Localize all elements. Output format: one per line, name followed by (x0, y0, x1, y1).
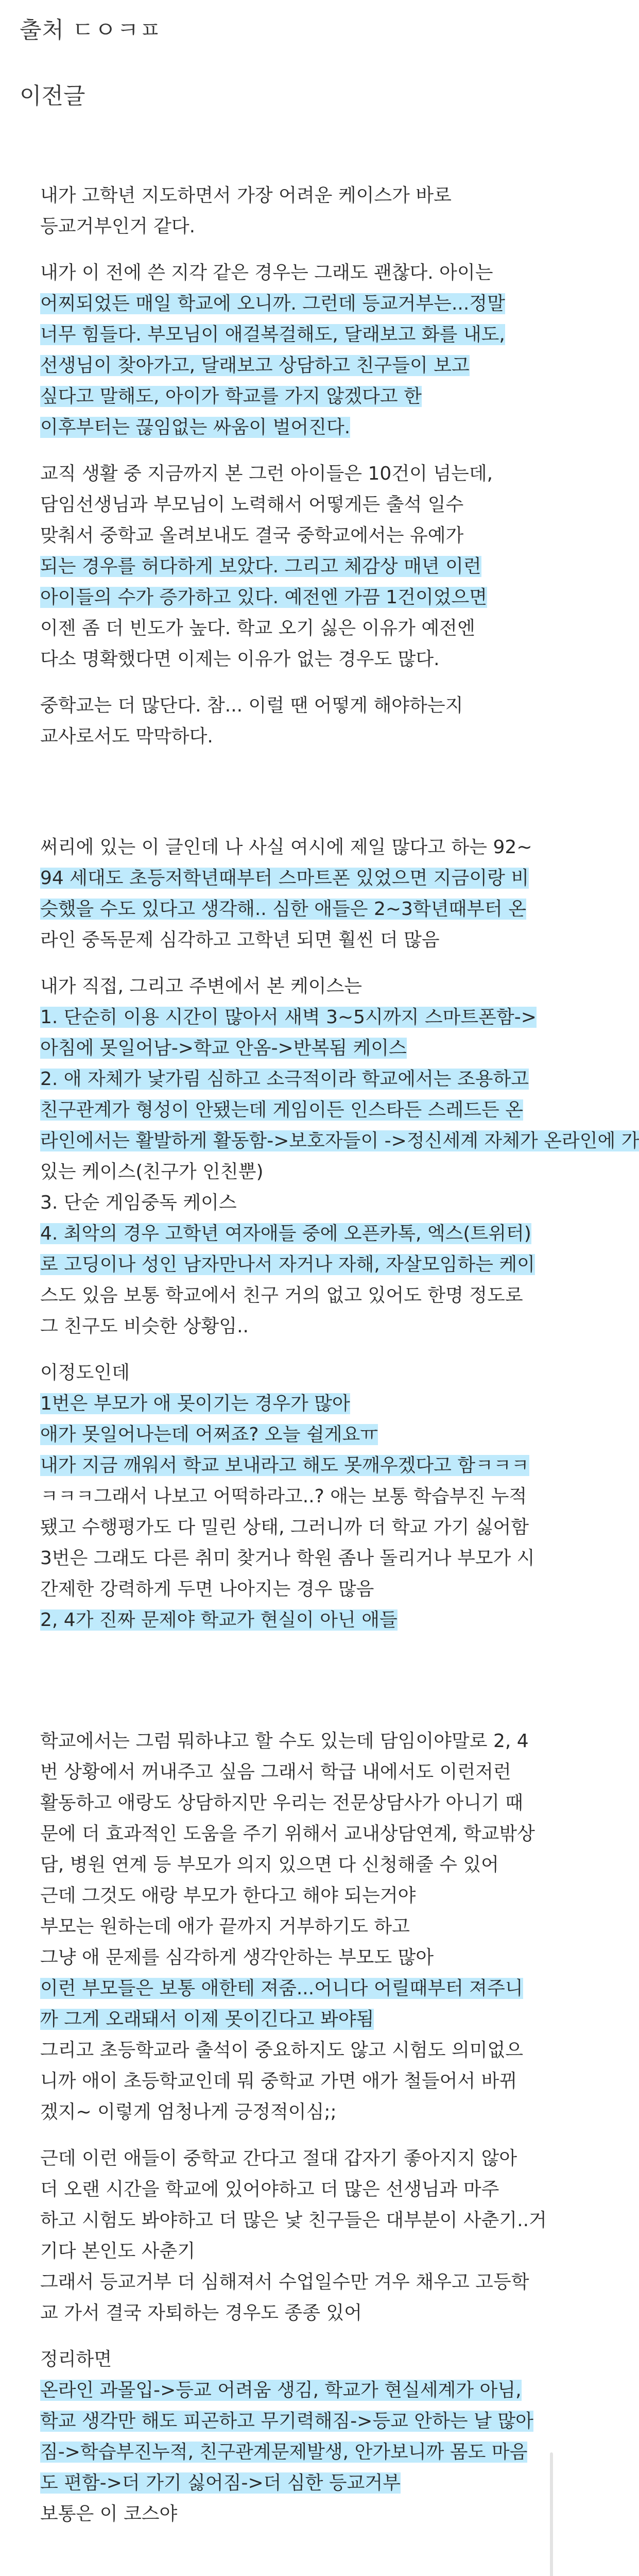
body-text: 겠지~ 이렇게 엄청나게 긍정적이심;; (40, 2102, 337, 2123)
text-line (40, 520, 504, 551)
highlighted-text: 94 세대도 초등저학년때부터 스마트폰 있었으면 지금이랑 비 (40, 868, 529, 889)
text-line (40, 1911, 504, 1942)
body-text: 교직 생활 중 지금까지 본 그런 아이들은 10건이 넘는데, (40, 463, 493, 484)
source-title: 출처 ㄷㅇㅋㅍ (20, 17, 162, 43)
highlighted-text: 로 고딩이나 성인 남자만나서 자거나 자해, 자살모임하는 케이 (40, 1254, 535, 1275)
paragraph (40, 832, 532, 956)
text-line (40, 1280, 523, 1311)
text-line (40, 2267, 529, 2298)
body-text: 그 친구도 비슷한 상황임.. (40, 1316, 249, 1337)
paragraph (40, 258, 504, 443)
body-text: 부모는 원하는데 애가 끝까지 거부하기도 하고 (40, 1916, 410, 1937)
body-text: 됐고 수행평가도 다 밀린 상태, 그러니까 더 학교 가기 싫어함 (40, 1517, 529, 1538)
highlighted-text: 라인에서는 활발하게 활동함->보호자들이 ->정신세계 자체가 온라인에 가 (40, 1130, 639, 1151)
body-text: 정리하면 (40, 2349, 112, 2370)
text-line (40, 2143, 517, 2174)
text-line (40, 350, 504, 381)
highlighted-text: 애가 못일어나는데 어쩌죠? 오늘 쉴게요ㅠ (40, 1424, 378, 1445)
text-line (40, 1002, 537, 1033)
body-text: 더 오랜 시간을 학교에 있어야하고 더 많은 선생님과 마주 (40, 2179, 499, 2200)
text-line (40, 1512, 529, 1543)
highlighted-text: 싶다고 말해도, 아이가 학교를 가지 않겠다고 한 (40, 386, 422, 407)
body-text: 문에 더 효과적인 도움을 주기 위해서 교내상담연계, 학교밖상 (40, 1823, 535, 1844)
highlighted-text: 학교 생각만 해도 피곤하고 무기력해짐->등교 안하는 날 많아 (40, 2411, 533, 2432)
body-text: 있는 케이스(친구가 인친뿐) (40, 1161, 264, 1182)
body-text: 학교에서는 그럼 뭐하냐고 할 수도 있는데 담임이야말로 2, 4 (40, 1731, 529, 1752)
body-text: 그리고 초등학교라 출석이 중요하지도 않고 시험도 의미없으 (40, 2040, 524, 2061)
text-line (40, 1450, 529, 1481)
paragraph (40, 2344, 533, 2530)
highlighted-text: 어찌되었든 매일 학교에 오니까. 그런데 등교거부는...정말 (40, 293, 505, 314)
text-line (40, 1880, 504, 1911)
text-line (40, 2066, 517, 2097)
paragraph (40, 459, 504, 675)
body-text: 교사로서도 막막하다. (40, 726, 213, 747)
body-text: 라인 중독문제 심각하고 고학년 되면 훨씬 더 많음 (40, 929, 440, 951)
text-line (40, 2499, 504, 2530)
text-line (40, 1388, 504, 1419)
body-text: 써리에 있는 이 글인데 나 사실 여시에 제일 많다고 하는 92~ (40, 837, 532, 858)
body-text: 니까 애이 초등학교인데 뭐 중학교 가면 애가 철들어서 바뀌 (40, 2071, 517, 2092)
highlighted-text: 4. 최악의 경우 고학년 여자애들 중에 오픈카톡, 엑스(트위터) (40, 1223, 531, 1244)
text-line (40, 2205, 547, 2236)
text-line (40, 925, 504, 956)
text-line (40, 2437, 528, 2468)
highlighted-text: 이후부터는 끊임없는 싸움이 벌어진다. (40, 417, 351, 438)
text-line (40, 489, 504, 520)
text-line (40, 2375, 522, 2406)
text-line (40, 1757, 511, 1788)
highlighted-text: 온라인 과몰입->등교 어려움 생김, 학교가 현실세계가 아님, (40, 2380, 522, 2401)
body-text: 내가 고학년 지도하면서 가장 어려운 케이스가 바로 (40, 185, 452, 206)
text-line (40, 459, 504, 489)
body-text: 그래서 등교거부 더 심해져서 수업일수만 겨우 채우고 고등학 (40, 2272, 529, 2293)
text-line (40, 180, 504, 211)
text-line (40, 1543, 535, 1574)
highlighted-text: 2, 4가 진짜 문제야 학교가 현실이 아닌 애들 (40, 1609, 398, 1631)
text-line (40, 1819, 535, 1850)
post-section-1 (40, 180, 504, 768)
text-line (40, 2344, 504, 2375)
text-line (40, 1481, 527, 1512)
text-line (40, 1850, 504, 1880)
text-line (40, 2298, 504, 2329)
highlighted-text: 아침에 못일어남->학교 안옴->반복됨 케이스 (40, 1038, 407, 1059)
body-text: 중학교는 더 많단다. 참... 이럴 땐 어떻게 해야하는지 (40, 695, 463, 716)
body-text: 간제한 강력하게 두면 나아지는 경우 많음 (40, 1579, 374, 1600)
text-line (40, 2097, 504, 2128)
text-line (40, 319, 504, 350)
body-text: 번 상황에서 꺼내주고 싶음 그래서 학급 내에서도 이런저런 (40, 1761, 511, 1783)
body-text: 그냥 애 문제를 심각하게 생각안하는 부모도 많아 (40, 1947, 434, 1968)
body-text: 내가 이 전에 쓴 지각 같은 경우는 그래도 괜찮다. 아이는 (40, 262, 493, 283)
body-text: 보통은 이 코스야 (40, 2503, 178, 2524)
text-line (40, 644, 504, 675)
body-text: 이정도인데 (40, 1362, 130, 1383)
body-text: 담, 병원 연계 등 부모가 의지 있으면 다 신청해줄 수 있어 (40, 1854, 499, 1875)
highlighted-text: 친구관계가 형성이 안됐는데 게임이든 인스타든 스레드든 온 (40, 1099, 524, 1121)
highlighted-text: 되는 경우를 허다하게 보았다. 그리고 체감상 매년 이런 (40, 556, 481, 577)
body-text: ㅋㅋㅋ그래서 나보고 어떡하라고..? 애는 보통 학습부진 누적 (40, 1486, 527, 1507)
paragraph (40, 1358, 535, 1636)
text-line (40, 1095, 524, 1126)
text-line (40, 1188, 504, 1218)
highlighted-text: 내가 지금 깨워서 학교 보내라고 해도 못깨우겠다고 함ㅋㅋㅋ (40, 1455, 529, 1476)
paragraph (40, 1726, 535, 2128)
paragraph (40, 2143, 547, 2329)
text-line (40, 582, 504, 613)
text-line (40, 1126, 639, 1157)
text-line (40, 258, 504, 289)
body-text: 스도 있음 보통 학교에서 친구 거의 없고 있어도 한명 정도로 (40, 1285, 523, 1306)
text-line (40, 2174, 504, 2205)
text-line (40, 1605, 504, 1636)
text-line (40, 1942, 504, 1973)
body-text: 근데 그것도 애랑 부모가 한다고 해야 되는거야 (40, 1885, 416, 1906)
text-line (40, 1157, 504, 1188)
text-line (40, 1726, 529, 1757)
highlighted-text: 짐->학습부진누적, 친구관계문제발생, 안가보니까 몸도 마음 (40, 2442, 528, 2463)
text-line (40, 1419, 504, 1450)
scrollbar-thumb[interactable] (550, 2452, 553, 2576)
body-text: 이젠 좀 더 빈도가 높다. 학교 오기 싫은 이유가 예전엔 (40, 618, 475, 639)
text-line (40, 2236, 504, 2267)
highlighted-text: 너무 힘들다. 부모님이 애걸복걸해도, 달래보고 화를 내도, (40, 324, 505, 345)
body-text: 맞춰서 중학교 올려보내도 결국 중학교에서는 유예가 (40, 525, 464, 546)
body-text: 3. 단순 게임중독 케이스 (40, 1192, 237, 1213)
body-text: 교 가서 결국 자퇴하는 경우도 종종 있어 (40, 2302, 362, 2324)
paragraph (40, 690, 504, 752)
highlighted-text: 까 그게 오래돼서 이제 못이긴다고 봐야됨 (40, 2009, 374, 2030)
text-line (40, 690, 504, 721)
body-text: 내가 직접, 그리고 주변에서 본 케이스는 (40, 976, 362, 997)
text-line (40, 551, 504, 582)
body-text: 담임선생님과 부모님이 노력해서 어떻게든 출석 일수 (40, 494, 464, 515)
text-line (40, 1574, 504, 1605)
post-section-2 (40, 832, 639, 1651)
text-line (40, 1311, 504, 1342)
text-line (40, 1218, 531, 1249)
highlighted-text: 1번은 부모가 애 못이기는 경우가 많아 (40, 1393, 350, 1414)
text-line (40, 1249, 535, 1280)
body-text: 근데 이런 애들이 중학교 간다고 절대 갑자기 좋아지지 않아 (40, 2148, 517, 2169)
body-text: 활동하고 애랑도 상담하지만 우리는 전문상담사가 아니기 때 (40, 1792, 524, 1814)
text-line (40, 2035, 524, 2066)
text-line (40, 863, 529, 894)
body-text: 기다 본인도 사춘기 (40, 2241, 196, 2262)
body-text: 3번은 그래도 다른 취미 찾거나 학원 좀나 돌리거나 부모가 시 (40, 1548, 535, 1569)
highlighted-text: 이런 부모들은 보통 애한테 져줌...어니다 어릴때부터 져주니 (40, 1978, 523, 1999)
text-line (40, 2406, 533, 2437)
text-line (40, 1788, 524, 1819)
paragraph (40, 180, 504, 242)
text-line (40, 1973, 523, 2004)
text-line (40, 1358, 504, 1388)
text-line (40, 613, 504, 644)
highlighted-text: 선생님이 찾아가고, 달래보고 상담하고 친구들이 보고 (40, 355, 470, 376)
text-line (40, 381, 504, 412)
text-line (40, 412, 504, 443)
body-text: 등교거부인거 같다. (40, 216, 196, 237)
text-line (40, 1064, 529, 1095)
paragraph (40, 971, 639, 1342)
body-text: 하고 시험도 봐야하고 더 많은 낯 친구들은 대부분이 사춘기..거 (40, 2210, 547, 2231)
post-section-3 (40, 1726, 547, 2545)
highlighted-text: 2. 애 자체가 낯가림 심하고 소극적이라 학교에서는 조용하고 (40, 1069, 529, 1090)
highlighted-text: 1. 단순히 이용 시간이 많아서 새벽 3~5시까지 스마트폰함-> (40, 1007, 537, 1028)
text-line (40, 1033, 504, 1064)
highlighted-text: 슷했을 수도 있다고 생각해.. 심한 애들은 2~3학년때부터 온 (40, 899, 527, 920)
text-line (40, 971, 504, 1002)
text-line (40, 2004, 504, 2035)
highlighted-text: 아이들의 수가 증가하고 있다. 예전엔 가끔 1건이었으면 (40, 587, 488, 608)
highlighted-text: 도 편함->더 가기 싫어짐->더 심한 등교거부 (40, 2472, 401, 2494)
text-line (40, 894, 527, 925)
text-line (40, 289, 504, 319)
previous-post-label: 이전글 (20, 83, 85, 109)
body-text: 다소 명확했다면 이제는 이유가 없는 경우도 많다. (40, 649, 440, 670)
text-line (40, 832, 532, 863)
text-line (40, 2468, 504, 2499)
text-line (40, 211, 504, 242)
text-line (40, 721, 504, 752)
